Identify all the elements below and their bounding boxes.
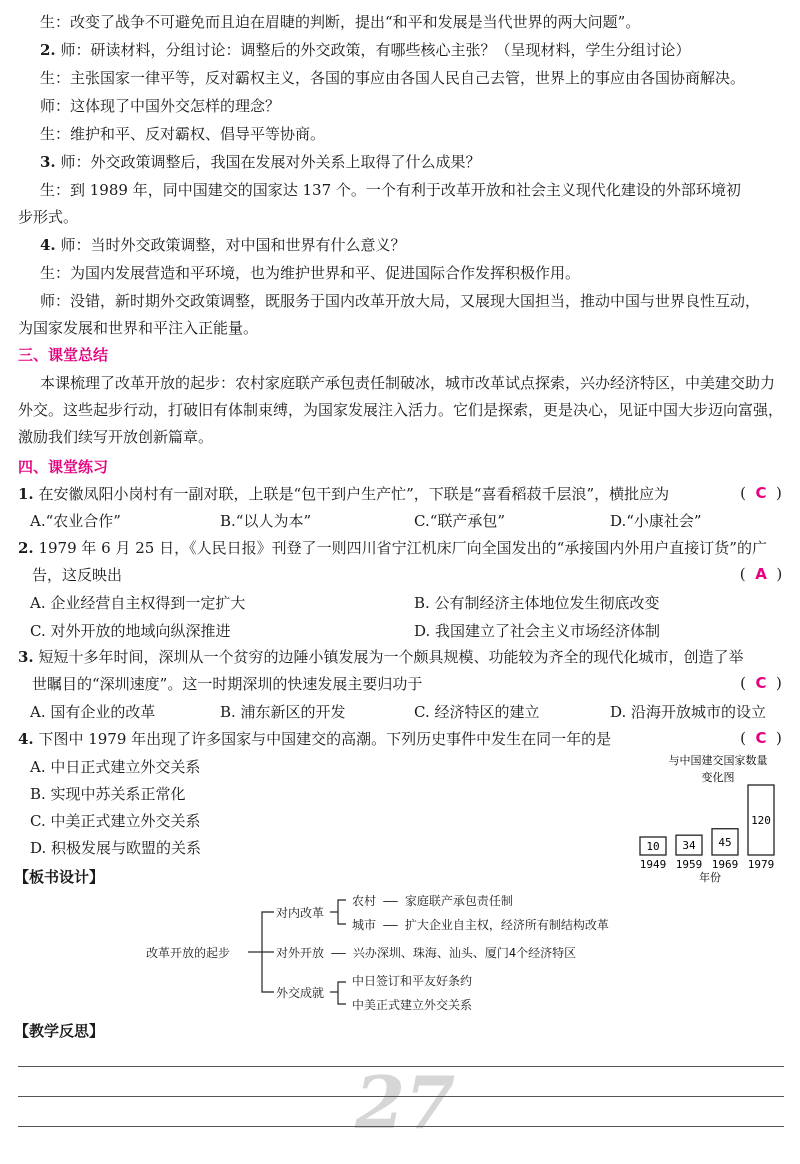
question-text: 在安徽凤阳小岗村有一副对联，上联是“包干到户生产忙”，下联是“喜看稻菽千层浪”，横批应为 <box>38 485 670 503</box>
chart-title-line1: 与中国建交国家数量 <box>668 754 768 767</box>
dialogue-text: 师：当时外交政策调整，对中国和世界有什么意义？ <box>60 236 406 254</box>
question-3 <box>18 647 743 667</box>
summary-paragraph: 本课梳理了改革开放的起步：农村家庭联产承包责任制破冰，城市改革试点探索，兴办经济特区，中美建交助力外交。这些起步行动，打破旧有体制束缚，为国家发展注入活力。它们是探索，更是决心，见证中国大步迈向富强，激励我们续写开放创新篇章。 <box>18 374 784 446</box>
board-root: 改革开放的起步 <box>146 946 231 960</box>
section-heading-exercises: 四、课堂练习 <box>18 458 109 476</box>
option: D. 积极发展与欧盟的关系 <box>30 839 202 857</box>
writing-line <box>18 1096 784 1097</box>
chart-value-label: 10 <box>646 840 660 853</box>
option: D.“小康社会” <box>610 512 702 530</box>
question-text-cont: 世瞩目的“深圳速度”。这一时期深圳的快速发展主要归功于 <box>32 675 423 693</box>
page-number: 27 <box>355 1060 456 1145</box>
dialogue-line <box>40 152 480 172</box>
dialogue-text: 师：外交政策调整后，我国在发展对外关系上取得了什么成果？ <box>60 153 481 171</box>
option: A. 企业经营自主权得到一定扩大 <box>30 594 246 612</box>
answer-bracket: ( C ) <box>740 484 782 502</box>
answer-bracket: ( A ) <box>739 565 783 583</box>
chart-category-label: 1979 <box>747 858 775 871</box>
chart-x-label: 年份 <box>699 871 721 884</box>
answer-letter: A <box>755 565 767 583</box>
question-1 <box>18 484 669 504</box>
dialogue-line: 师：这体现了中国外交怎样的理念？ <box>40 97 281 115</box>
chart-value-label: 45 <box>718 835 732 849</box>
dialogue-line: 生：主张国家一律平等，反对霸权主义，各国的事应由各国人民自己去管，世界上的事应由各国协商解决。 <box>40 69 746 87</box>
option: A. 中日正式建立外交关系 <box>30 758 201 776</box>
dialogue-line: 生：为国内发展营造和平环境，也为维护世界和平、促进国际合作发挥积极作用。 <box>40 264 581 282</box>
dialogue-line: 师：没错，新时期外交政策调整，既服务于国内改革开放大局，又展现大国担当，推动中国与世界良性互动， <box>40 292 761 310</box>
option: B.“以人为本” <box>220 512 312 530</box>
option: A. 国有企业的改革 <box>30 703 156 721</box>
writing-line <box>18 1066 784 1067</box>
option: C.“联产承包” <box>414 512 506 530</box>
option: D. 我国建立了社会主义市场经济体制 <box>414 622 661 640</box>
question-number: 3. <box>40 153 56 171</box>
chart-value-label: 120 <box>751 814 771 827</box>
option: C. 对外开放的地域向纵深推进 <box>30 622 231 640</box>
board-item-rural: 农村 —— 家庭联产承包责任制 <box>352 894 513 908</box>
answer-letter: C <box>755 729 767 747</box>
reflection-heading: 【教学反思】 <box>14 1022 105 1040</box>
board-item-sino-us: 中美正式建立外交关系 <box>352 998 473 1012</box>
board-branch-internal-reform: 对内改革 <box>276 906 325 920</box>
dialogue-line <box>40 235 405 255</box>
chart-title-line2: 变化图 <box>701 771 735 784</box>
option: D. 沿海开放城市的设立 <box>610 703 767 721</box>
dialogue-text: 师：研读材料，分组讨论：调整后的外交政策，有哪些核心主张？（呈现材料，学生分组讨论） <box>60 41 691 59</box>
writing-line <box>18 1126 784 1127</box>
question-4 <box>18 729 611 749</box>
chart-value-label: 34 <box>682 839 696 853</box>
question-text-cont: 告，这反映出 <box>32 566 123 584</box>
question-text: 下图中 1979 年出现了许多国家与中国建交的高潮。下列历史事件中发生在同一年的是 <box>38 730 612 748</box>
option: C. 经济特区的建立 <box>414 703 540 721</box>
dialogue-line: 步形式。 <box>18 208 79 226</box>
chart-category-label: 1969 <box>711 858 739 871</box>
question-number: 2. <box>18 539 34 557</box>
question-number: 4. <box>40 236 56 254</box>
dialogue-line <box>40 40 690 60</box>
option: A.“农业合作” <box>30 512 121 530</box>
option: B. 公有制经济主体地位发生彻底改变 <box>414 594 660 612</box>
board-design-heading: 【板书设计】 <box>14 868 105 886</box>
chart-category-label: 1959 <box>675 858 703 871</box>
question-text: 1979 年 6 月 25 日，《人民日报》刊登了一则四川省宁江机床厂向全国发出的“承接国内外用户直接订货”的广 <box>38 539 767 557</box>
question-number: 4. <box>18 730 34 748</box>
dialogue-line: 生：到 1989 年，同中国建交的国家达 137 个。一个有利于改革开放和社会主义现代化建设的外部环境初 <box>40 181 741 199</box>
board-branch-opening: 对外开放 —— 兴办深圳、珠海、汕头、厦门4个经济特区 <box>276 946 577 960</box>
chart-category-label: 1949 <box>639 858 667 871</box>
question-number: 2. <box>40 41 56 59</box>
question-2 <box>18 538 767 558</box>
question-number: 1. <box>18 485 34 503</box>
board-item-urban: 城市 —— 扩大企业自主权，经济所有制结构改革 <box>352 918 609 932</box>
question-number: 3. <box>18 648 34 666</box>
answer-bracket: ( C ) <box>740 729 782 747</box>
answer-letter: C <box>755 674 767 692</box>
dialogue-line: 生：改变了战争不可避免而且迫在眉睫的判断，提出“和平和发展是当代世界的两大问题”。 <box>40 13 641 31</box>
option: B. 实现中苏关系正常化 <box>30 785 186 803</box>
dialogue-line: 生：维护和平、反对霸权、倡导平等协商。 <box>40 125 326 143</box>
answer-letter: C <box>755 484 767 502</box>
option: B. 浦东新区的开发 <box>220 703 346 721</box>
board-branch-diplomacy: 外交成就 <box>276 986 325 1000</box>
dialogue-line: 为国家发展和世界和平注入正能量。 <box>18 319 259 337</box>
section-heading-summary: 三、课堂总结 <box>18 346 109 364</box>
answer-bracket: ( C ) <box>740 674 782 692</box>
question-text: 短短十多年时间，深圳从一个贫穷的边陲小镇发展为一个颇具规模、功能较为齐全的现代化城市，创造了举 <box>38 648 744 666</box>
option: C. 中美正式建立外交关系 <box>30 812 201 830</box>
board-item-sino-japan: 中日签订和平友好条约 <box>352 974 473 988</box>
bar-chart <box>636 748 792 888</box>
